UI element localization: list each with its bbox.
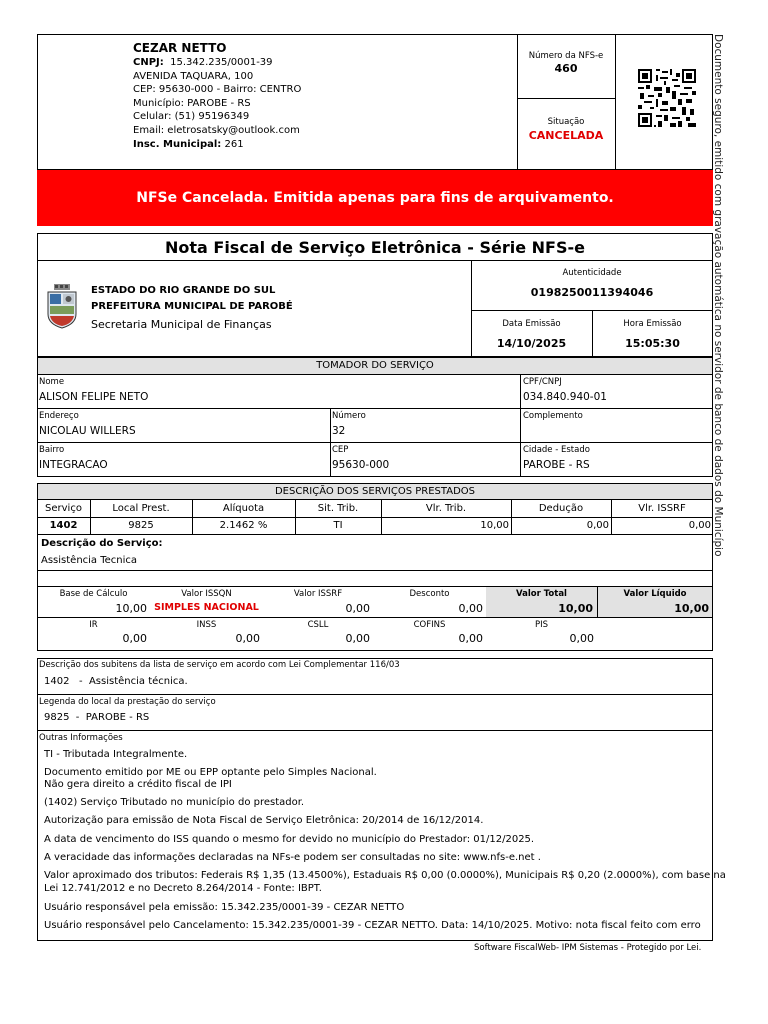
issqn-label: Valor ISSQN xyxy=(181,589,232,599)
outras-line: Usuário responsável pelo Cancelamento: 15.342.235/0001-39 - CEZAR NETTO. Data: 14/10/2025. Motivo: nota fiscal feito com erro xyxy=(44,920,701,931)
outras-line: TI - Tributada Integralmente. xyxy=(44,749,188,760)
desconto-label: Desconto xyxy=(409,589,450,599)
cell-vlr-issrf: 0,00 xyxy=(688,520,711,531)
outras-line: (1402) Serviço Tributado no município do prestador. xyxy=(44,797,305,808)
data-emissao: 14/10/2025 xyxy=(496,337,567,350)
servicos-header: DESCRIÇÃO DOS SERVIÇOS PRESTADOS xyxy=(38,484,712,500)
cell-sit-trib: TI xyxy=(333,520,343,531)
tomador-bairro: INTEGRACAO xyxy=(39,459,108,471)
tomador-cep: 95630-000 xyxy=(332,459,390,471)
col-servico: Serviço xyxy=(45,503,82,514)
page-title: Nota Fiscal de Serviço Eletrônica - Série NFS-e xyxy=(164,238,585,257)
tomador-complemento-label: Complemento xyxy=(523,411,583,421)
nfse-number: 460 xyxy=(554,62,578,75)
tomador-bairro-label: Bairro xyxy=(39,445,65,455)
tomador-cidade: PAROBE - RS xyxy=(523,459,590,471)
tomador-cpf: 034.840.940-01 xyxy=(523,391,607,403)
pis-label: PIS xyxy=(534,620,549,630)
cofins-label: COFINS xyxy=(413,620,446,630)
issuer-name: CEZAR NETTO xyxy=(133,41,227,55)
csll-label: CSLL xyxy=(307,620,329,630)
tomador-cpf-label: CPF/CNPJ xyxy=(523,377,562,387)
total-value: 10,00 xyxy=(558,602,593,615)
issuer-municipio: Município: PAROBE - RS xyxy=(133,98,251,109)
descricao-servico: Assistência Tecnica xyxy=(41,555,138,566)
inss-value: 0,00 xyxy=(235,632,260,645)
cell-vlr-trib: 10,00 xyxy=(480,520,509,531)
estado-label: ESTADO DO RIO GRANDE DO SUL xyxy=(91,285,276,296)
csll-value: 0,00 xyxy=(345,632,370,645)
tomador-numero: 32 xyxy=(332,425,346,437)
outras-label: Outras Informações xyxy=(39,733,123,743)
ir-label: IR xyxy=(89,620,98,630)
subitens-value: 1402 - Assistência técnica. xyxy=(44,676,188,687)
issuer-cnpj: CNPJ: 15.342.235/0001-39 xyxy=(133,57,273,68)
coat-of-arms-icon xyxy=(45,284,79,330)
cofins-value: 0,00 xyxy=(458,632,483,645)
secretaria-label: Secretaria Municipal de Finanças xyxy=(91,318,272,331)
total-label: Valor Total xyxy=(516,589,567,599)
outras-line: A data de vencimento do ISS quando o mesmo for devido no município do Prestador: 01/12/2025. xyxy=(44,834,535,845)
outras-line: Autorização para emissão de Nota Fiscal de Serviço Eletrônica: 20/2014 de 16/12/2014. xyxy=(44,815,484,826)
cell-deducao: 0,00 xyxy=(586,520,609,531)
pis-value: 0,00 xyxy=(569,632,594,645)
issuer-email: Email: eletrosatsky@outlook.com xyxy=(133,125,300,136)
data-emissao-label: Data Emissão xyxy=(502,319,561,329)
hora-emissao-label: Hora Emissão xyxy=(623,319,682,329)
issuer-insc: Insc. Municipal: 261 xyxy=(133,139,244,150)
autenticidade-label: Autenticidade xyxy=(562,268,622,278)
issqn-value: SIMPLES NACIONAL xyxy=(154,602,259,613)
outras-line: Documento emitido por ME ou EPP optante pelo Simples Nacional. xyxy=(44,767,377,778)
tomador-cep-label: CEP xyxy=(332,445,349,455)
nfse-number-label: Número da NFS-e xyxy=(528,51,604,61)
col-aliquota: Alíquota xyxy=(222,503,265,514)
tomador-nome: ALISON FELIPE NETO xyxy=(39,391,149,403)
tomador-nome-label: Nome xyxy=(39,377,65,387)
outras-line: Não gera direito a crédito fiscal de IPI xyxy=(44,779,232,790)
col-sit-trib: Sit. Trib. xyxy=(317,503,359,514)
cell-local: 9825 xyxy=(128,520,154,531)
tomador-endereco: NICOLAU WILLERS xyxy=(39,425,136,437)
autenticidade-value: 0198250011394046 xyxy=(530,286,654,299)
side-security-text: Documento seguro, emitido com gravação automática no servidor de banco de dados do Município xyxy=(712,34,724,557)
tomador-cidade-label: Cidade - Estado xyxy=(523,445,590,455)
legenda-value: 9825 - PAROBE - RS xyxy=(44,712,150,723)
descricao-servico-label: Descrição do Serviço: xyxy=(41,538,163,549)
cancel-banner: NFSe Cancelada. Emitida apenas para fins de arquivamento. xyxy=(37,170,713,226)
col-vlr-issrf: Vlr. ISSRF xyxy=(638,503,686,514)
subitens-label: Descrição dos subitens da lista de serviço em acordo com Lei Complementar 116/03 xyxy=(39,660,400,670)
tomador-endereco-label: Endereço xyxy=(39,411,79,421)
inss-label: INSS xyxy=(196,620,217,630)
issuer-address: AVENIDA TAQUARA, 100 xyxy=(133,71,254,82)
legenda-label: Legenda do local da prestação do serviço xyxy=(39,697,216,707)
situacao-value: CANCELADA xyxy=(528,129,604,142)
prefeitura-label: PREFEITURA MUNICIPAL DE PAROBÉ xyxy=(91,301,293,312)
tomador-numero-label: Número xyxy=(332,411,366,421)
issrf-label: Valor ISSRF xyxy=(293,589,343,599)
cell-servico: 1402 xyxy=(49,520,78,531)
col-vlr-trib: Vlr. Trib. xyxy=(425,503,467,514)
outras-line: Valor aproximado dos tributos: Federais R$ 1,35 (13.4500%), Estaduais R$ 0,00 (0.0000%), Municipais R$ 0,20 (2.0000%), com base na xyxy=(44,870,726,881)
footer-text: Software FiscalWeb- IPM Sistemas - Protegido por Lei. xyxy=(474,943,702,953)
col-local: Local Prest. xyxy=(112,503,170,514)
base-value: 10,00 xyxy=(115,602,147,615)
issuer-cep: CEP: 95630-000 - Bairro: CENTRO xyxy=(133,84,302,95)
col-deducao: Dedução xyxy=(538,503,584,514)
outras-line: Lei 12.741/2012 e no Decreto 8.264/2014 - Fonte: IBPT. xyxy=(44,883,322,894)
qr-code-icon xyxy=(638,69,696,127)
hora-emissao: 15:05:30 xyxy=(625,337,680,350)
outras-line: Usuário responsável pela emissão: 15.342.235/0001-39 - CEZAR NETTO xyxy=(44,902,405,913)
base-label: Base de Cálculo xyxy=(59,589,128,599)
outras-line: A veracidade das informações declaradas na NFs-e podem ser consultadas no site: www.nfs-e.net . xyxy=(44,852,541,863)
issrf-value: 0,00 xyxy=(345,602,370,615)
situacao-label: Situação xyxy=(547,117,585,127)
liquido-label: Valor Líquido xyxy=(623,589,687,599)
ir-value: 0,00 xyxy=(122,632,147,645)
tomador-header: TOMADOR DO SERVIÇO xyxy=(38,358,712,375)
desconto-value: 0,00 xyxy=(458,602,483,615)
issuer-celular: Celular: (51) 95196349 xyxy=(133,111,250,122)
liquido-value: 10,00 xyxy=(674,602,709,615)
cell-aliquota: 2.1462 % xyxy=(219,520,268,531)
